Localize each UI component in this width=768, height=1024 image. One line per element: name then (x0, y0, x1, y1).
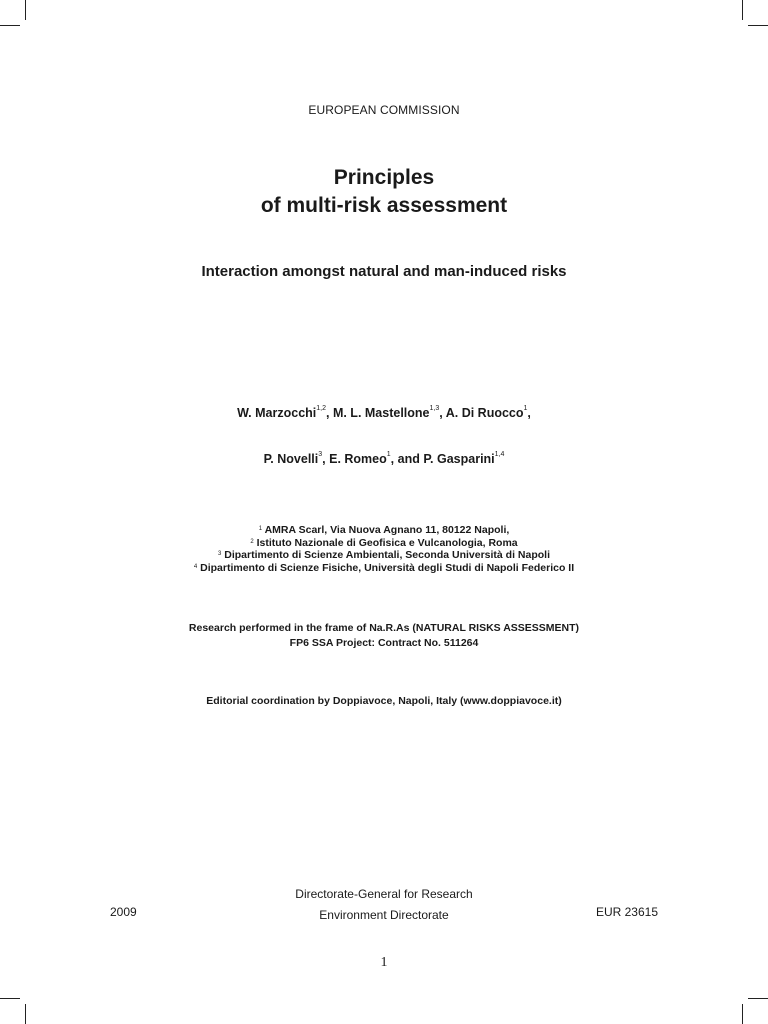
agency-name: EUROPEAN COMMISSION (308, 103, 460, 117)
directorate-line-1: Directorate-General for Research (295, 887, 473, 901)
document-subtitle: Interaction amongst natural and man-induced risks (201, 263, 567, 280)
author-affiliation-sup: 3 (318, 451, 323, 458)
author-name: A. Di Ruocco (445, 406, 524, 420)
author-separator: , (439, 406, 446, 420)
affiliation-text: Dipartimento di Scienze Fisiche, Università degli Studi di Napoli Federico II (200, 561, 575, 574)
author-name: P. Gasparini (423, 452, 495, 466)
page-number: 1 (380, 955, 388, 970)
author-affiliation-sup: 1 (523, 405, 528, 412)
crop-mark-top-left-h (0, 25, 20, 26)
title-line-2: of multi-risk assessment (260, 194, 508, 217)
affiliation-number: 1 (258, 526, 263, 532)
author-affiliation-sup: 1,4 (494, 451, 505, 458)
affiliation-text: Istituto Nazionale di Geofisica e Vulcanologia, Roma (256, 536, 518, 549)
affiliation-text: AMRA Scarl, Via Nuova Agnano 11, 80122 Napoli, (264, 524, 510, 536)
affiliation-item (0, 562, 768, 575)
affiliation-item (0, 524, 768, 537)
affiliations-list (0, 524, 768, 574)
affiliation-item (0, 549, 768, 562)
research-note-line-2: FP6 SSA Project: Contract No. 511264 (289, 636, 479, 649)
authors-line-1 (0, 406, 768, 420)
crop-mark-bottom-left-h (0, 998, 20, 999)
author-affiliation-sup: 1 (386, 451, 391, 458)
author-name: P. Novelli (263, 452, 319, 466)
author-separator: , (527, 406, 531, 420)
author-name: M. L. Mastellone (332, 406, 430, 420)
crop-mark-bottom-right-h (748, 998, 768, 999)
directorate-line-2: Environment Directorate (319, 908, 449, 922)
crop-mark-top-right-v (742, 0, 743, 20)
affiliation-number: 4 (193, 563, 198, 570)
author-affiliation-sup: 1,3 (429, 405, 440, 412)
affiliation-item (0, 537, 768, 550)
author-affiliation-sup: 1,2 (316, 405, 326, 412)
authors-line-2 (0, 452, 768, 466)
editorial-note: Editorial coordination by Doppiavoce, Napoli, Italy (www.doppiavoce.it) (206, 695, 562, 707)
eur-report-number: EUR 23615 (595, 905, 658, 919)
crop-mark-bottom-right-v (742, 1004, 743, 1024)
author-name: W. Marzocchi (237, 406, 317, 420)
research-note-line-1: Research performed in the frame of Na.R.As (NATURAL RISKS ASSESSMENT) (188, 622, 580, 634)
author-separator: , (326, 406, 333, 420)
crop-mark-top-right-h (748, 25, 768, 26)
crop-mark-top-left-v (25, 0, 26, 20)
document-title (0, 164, 768, 220)
title-line-1: Principles (333, 166, 435, 189)
author-separator: , (322, 452, 330, 466)
author-name: E. Romeo (329, 452, 387, 466)
author-separator: , and (390, 452, 424, 466)
affiliation-number: 3 (217, 551, 222, 557)
affiliation-text: Dipartimento di Scienze Ambientali, Seconda Università di Napoli (224, 549, 551, 561)
affiliation-number: 2 (250, 538, 254, 545)
publication-year: 2009 (110, 905, 137, 919)
research-note (0, 621, 768, 650)
crop-mark-bottom-left-v (25, 1004, 26, 1024)
